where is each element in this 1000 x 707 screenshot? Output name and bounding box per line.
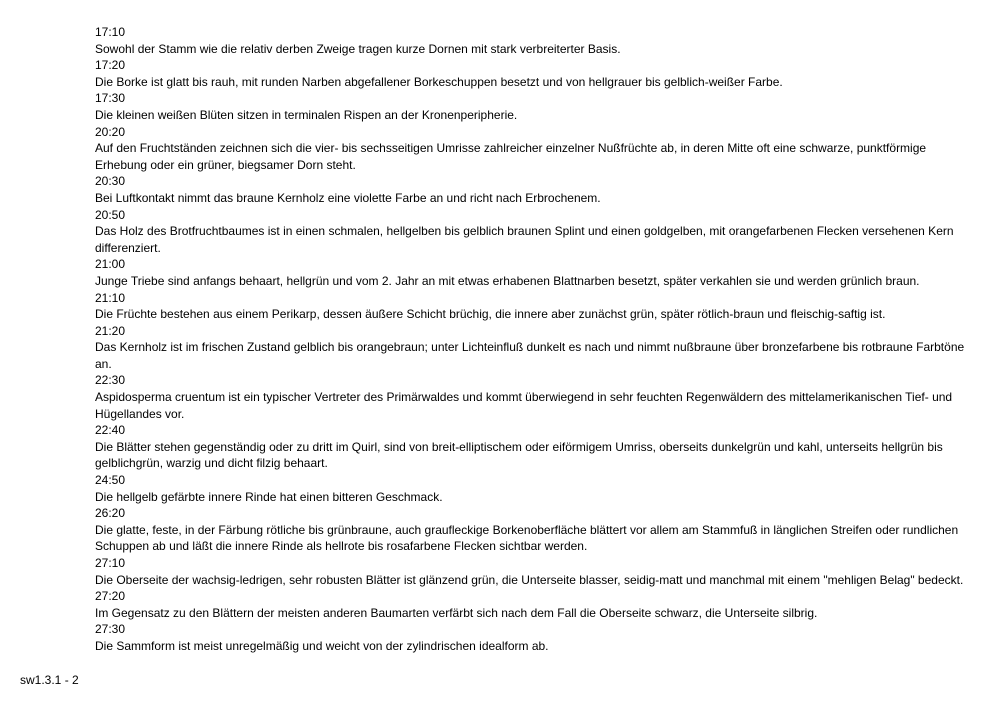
- entry-text: Das Holz des Brotfruchtbaumes ist in einen schmalen, hellgelben bis gelblich braunen Splint und einen goldgelben, mit orangefarbenen Flecken versehenen Kern differenziert.: [95, 224, 954, 255]
- entry-time: 17:10: [95, 25, 126, 39]
- entry-text: Die Früchte bestehen aus einem Perikarp, dessen äußere Schicht brüchig, die innere aber zunächst grün, später rötlich-braun und fleischig-saftig ist.: [95, 307, 886, 322]
- entry-time: 26:20: [95, 506, 126, 521]
- entry-text: Die Sammform ist meist unregelmäßig und weicht von der zylindrischen idealform ab.: [95, 638, 549, 653]
- entry-time: 21:20: [95, 323, 126, 338]
- entry-text: Die hellgelb gefärbte innere Rinde hat einen bitteren Geschmack.: [95, 489, 443, 504]
- entry: [95, 472, 975, 505]
- entry: [95, 323, 975, 373]
- entry-text: Im Gegensatz zu den Blättern der meisten anderen Baumarten verfärbt sich nach dem Fall die Oberseite schwarz, die Unterseite silbrig.: [95, 605, 818, 620]
- entry: [95, 422, 975, 472]
- entry-text: Auf den Fruchtständen zeichnen sich die vier- bis sechsseitigen Umrisse zahlreicher einzelner Nußfrüchte ab, in deren Mitte oft eine schwarze, punktförmige Erhebung oder ein grüner, biegsamer Dorn steht.: [95, 141, 927, 172]
- entry-time: 21:00: [95, 257, 126, 272]
- entry-time: 21:10: [95, 290, 126, 305]
- entry-time: 27:10: [95, 556, 126, 570]
- entry: [95, 256, 975, 289]
- entry-text: Junge Triebe sind anfangs behaart, hellgrün und vom 2. Jahr an mit etwas erhabenen Blattnarben besetzt, später verkahlen sie und werden grünlich braun.: [95, 273, 920, 288]
- entry-time: 27:30: [95, 622, 126, 637]
- entry-text: Die Borke ist glatt bis rauh, mit runden Narben abgefallener Borkeschuppen besetzt und von hellgrauer bis gelblich-weißer Farbe.: [95, 74, 783, 89]
- entry: [95, 207, 975, 257]
- entry-text: Das Kernholz ist im frischen Zustand gelblich bis orangebraun; unter Lichteinfluß dunkelt es nach und nimmt nußbraune über bronzefarbene bis rotbraune Farbtöne an.: [95, 340, 965, 371]
- entry-time: 17:30: [95, 91, 126, 106]
- entry: [95, 372, 975, 422]
- entry: [95, 588, 975, 621]
- entry-time: 20:20: [95, 124, 126, 139]
- entry: [95, 555, 975, 588]
- document-body: [95, 24, 975, 655]
- entry-time: 22:30: [95, 373, 126, 388]
- entry-text: Die kleinen weißen Blüten sitzen in terminalen Rispen an der Kronenperipherie.: [95, 107, 518, 122]
- entry: [95, 124, 975, 174]
- entry: [95, 173, 975, 206]
- entry: [95, 57, 975, 90]
- entry: [95, 24, 975, 57]
- entry-time: 27:20: [95, 589, 126, 604]
- entry-text: Sowohl der Stamm wie die relativ derben Zweige tragen kurze Dornen mit stark verbreiterter Basis.: [95, 41, 621, 56]
- entry-text: Aspidosperma cruentum ist ein typischer Vertreter des Primärwaldes und kommt überwiegend in sehr feuchten Regenwäldern des mittelamerikanischen Tief- und Hügellandes vor.: [95, 390, 953, 421]
- entry-time: 20:50: [95, 207, 126, 222]
- entry: [95, 505, 975, 555]
- page-label: sw1.3.1 - 2: [20, 673, 79, 687]
- entry-text: Bei Luftkontakt nimmt das braune Kernholz eine violette Farbe an und richt nach Erbrochenem.: [95, 190, 601, 205]
- entry-time: 22:40: [95, 423, 126, 438]
- entry-text: Die Oberseite der wachsig-ledrigen, sehr robusten Blätter ist glänzend grün, die Unterseite blasser, seidig-matt und manchmal mit einem "mehligen Belag" bedeckt.: [95, 572, 964, 587]
- entry-text: Die Blätter stehen gegenständig oder zu dritt im Quirl, sind von breit-elliptischem oder eiförmigem Umriss, oberseits dunkelgrün und kahl, unterseits hellgrün bis gelblichgrün, warzig und dicht filzig behaart.: [95, 439, 943, 471]
- entry: [95, 90, 975, 123]
- entry: [95, 621, 975, 654]
- entry-time: 20:30: [95, 174, 126, 189]
- entry-time: 24:50: [95, 473, 126, 488]
- entry: [95, 290, 975, 323]
- entry-text: Die glatte, feste, in der Färbung rötliche bis grünbraune, auch graufleckige Borkenoberfläche blättert vor allem am Stammfuß in länglichen Streifen oder rundlichen Schuppen ab und läßt die innere Rinde als hellrote bis rosafarbene Flecken sichtbar werden.: [95, 522, 959, 554]
- entry-time: 17:20: [95, 58, 126, 73]
